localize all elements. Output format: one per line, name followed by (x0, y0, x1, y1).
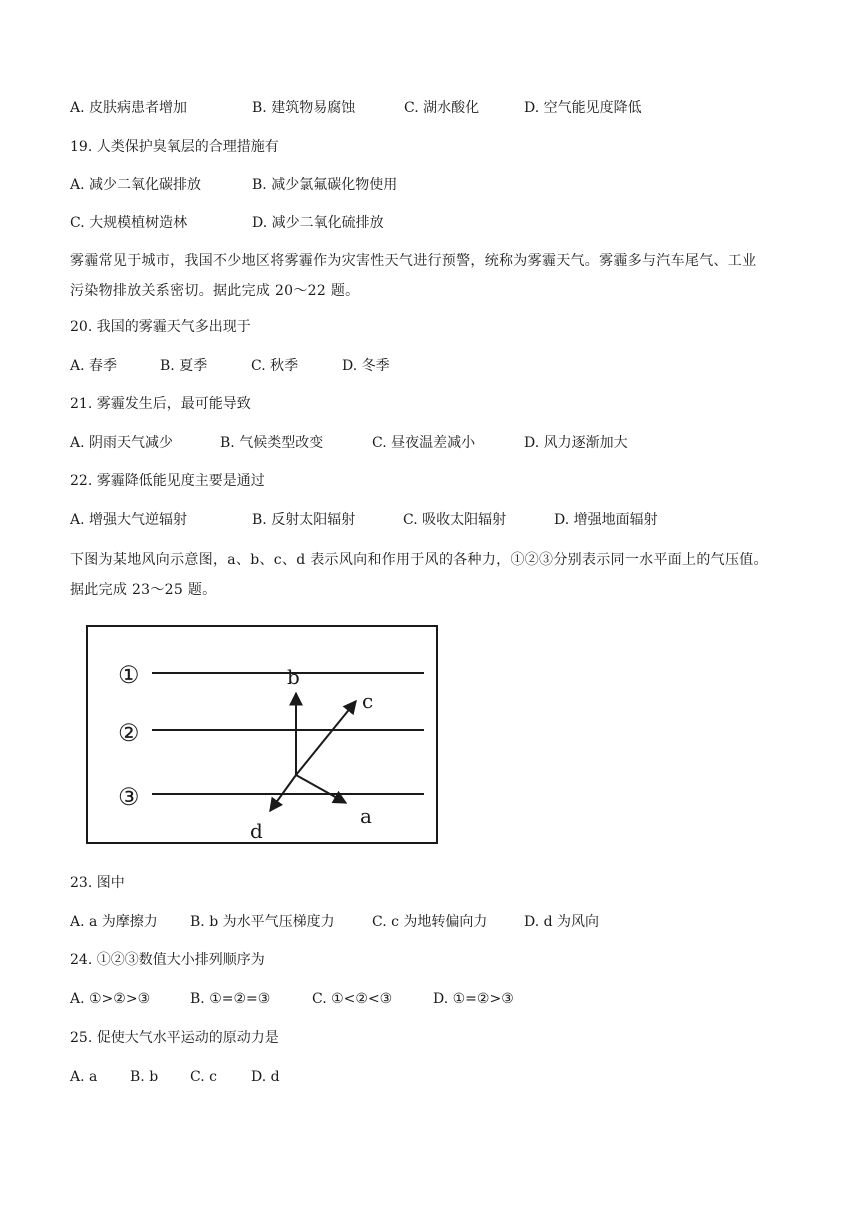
q20-option-c: C. 秋季 (251, 358, 299, 374)
passage-wind-line1: 下图为某地风向示意图，a、b、c、d 表示风向和作用于风的各种力，①②③分别表示同一水平面上的气压值。 (70, 552, 768, 568)
q23-stem: 23. 图中 (70, 875, 125, 891)
q25-option-b: B. b (130, 1069, 159, 1085)
q19-option-c: C. 大规模植树造林 (70, 215, 188, 231)
q23-option-c: C. c 为地转偏向力 (372, 914, 488, 930)
passage-haze (70, 246, 810, 306)
q19-option-b: B. 减少氯氟碳化物使用 (252, 177, 398, 193)
q19-option-a: A. 减少二氧化碳排放 (70, 177, 202, 193)
arrow-label-a: a (360, 804, 372, 828)
q20-option-b: B. 夏季 (160, 358, 208, 374)
q21-option-c: C. 昼夜温差减小 (372, 435, 476, 451)
isobar-label-1: ① (118, 661, 140, 689)
q24-option-b: B. ①=②=③ (190, 991, 271, 1007)
q25-option-c: C. c (190, 1069, 217, 1085)
q19-stem: 19. 人类保护臭氧层的合理措施有 (70, 139, 279, 155)
q20-option-a: A. 春季 (70, 358, 118, 374)
q25-stem: 25. 促使大气水平运动的原动力是 (70, 1030, 279, 1046)
q21-option-b: B. 气候类型改变 (220, 435, 324, 451)
passage-wind (70, 545, 810, 605)
q24-stem: 24. ①②③数值大小排列顺序为 (70, 952, 265, 968)
q25-option-d: D. d (251, 1069, 280, 1085)
isobar-label-2: ② (118, 719, 140, 747)
q18-option-b: B. 建筑物易腐蚀 (252, 100, 356, 116)
passage-haze-line1: 雾霾常见于城市，我国不少地区将雾霾作为灾害性天气进行预警，统称为雾霾天气。雾霾多与汽车尾气、工业 (70, 253, 757, 269)
q24-option-d: D. ①=②>③ (433, 991, 514, 1007)
q21-option-a: A. 阴雨天气减少 (70, 435, 174, 451)
q23-option-b: B. b 为水平气压梯度力 (190, 914, 335, 930)
q20-option-d: D. 冬季 (342, 358, 390, 374)
arrow-label-c: c (362, 689, 374, 713)
passage-wind-line2: 据此完成 23～25 题。 (70, 582, 217, 598)
arrow-a (296, 775, 346, 803)
wind-diagram-svg (88, 627, 440, 846)
wind-diagram (86, 625, 438, 844)
q18-option-d: D. 空气能见度降低 (524, 100, 642, 116)
q18-option-c: C. 湖水酸化 (404, 100, 480, 116)
q22-stem: 22. 雾霾降低能见度主要是通过 (70, 473, 265, 489)
passage-haze-line2: 污染物排放关系密切。据此完成 20～22 题。 (70, 283, 360, 299)
arrow-label-b: b (287, 665, 300, 689)
q24-option-c: C. ①<②<③ (312, 991, 393, 1007)
q20-stem: 20. 我国的雾霾天气多出现于 (70, 319, 251, 335)
isobar-label-3: ③ (118, 783, 140, 811)
arrow-label-d: d (250, 819, 263, 843)
q21-option-d: D. 风力逐渐加大 (524, 435, 628, 451)
q21-stem: 21. 雾霾发生后，最可能导致 (70, 396, 251, 412)
q24-option-a: A. ①>②>③ (70, 991, 151, 1007)
q23-option-d: D. d 为风向 (524, 914, 600, 930)
q19-option-d: D. 减少二氧化硫排放 (252, 215, 384, 231)
q23-option-a: A. a 为摩擦力 (70, 914, 158, 930)
q22-option-c: C. 吸收太阳辐射 (403, 512, 507, 528)
q18-option-a: A. 皮肤病患者增加 (70, 100, 188, 116)
q22-option-d: D. 增强地面辐射 (554, 512, 658, 528)
q25-option-a: A. a (70, 1069, 98, 1085)
q22-option-b: B. 反射太阳辐射 (252, 512, 356, 528)
q22-option-a: A. 增强大气逆辐射 (70, 512, 188, 528)
arrow-c (296, 701, 356, 775)
